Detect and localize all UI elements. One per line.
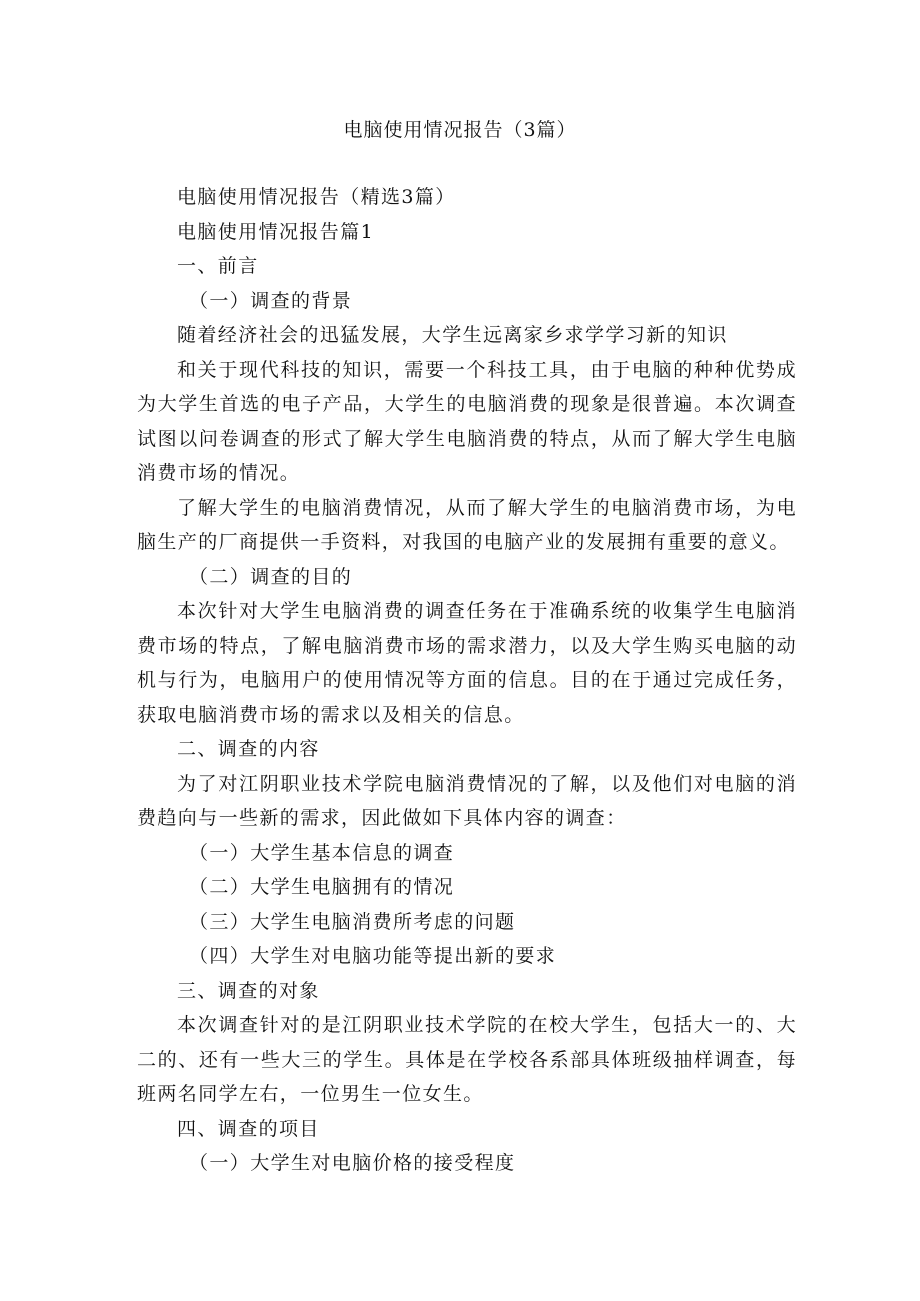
paragraph: 四、调查的项目 (177, 1117, 320, 1140)
paragraph: 电脑使用情况报告（精选3篇） (177, 186, 456, 208)
paragraph: 本次调查针对的是江阴职业技术学院的在校大学生，包括大一的、大二的、还有一些大三的学生。具体是在学校各系部具体班级抽样调查，每班两名同学左右，一位男生一位女生。 (137, 1014, 797, 1105)
document-title: 电脑使用情况报告（3篇） (343, 119, 577, 141)
paragraph: 随着经济社会的迅猛发展，大学生远离家乡求学学习新的知识 (177, 324, 728, 346)
paragraph: 一、前言 (177, 255, 259, 277)
document-body (137, 180, 797, 1181)
paragraph: （一）大学生对电脑价格的接受程度 (189, 1152, 516, 1174)
paragraph: （二）大学生电脑拥有的情况 (189, 876, 455, 898)
paragraph: （二）调查的目的 (189, 565, 353, 588)
paragraph: 为了对江阴职业技术学院电脑消费情况的了解，以及他们对电脑的消费趋向与一些新的需求，因此做如下具体内容的调查： (137, 772, 797, 829)
paragraph: 本次针对大学生电脑消费的调查任务在于准确系统的收集学生电脑消费市场的特点，了解电脑消费市场的需求潜力，以及大学生购买电脑的动机与行为，电脑用户的使用情况等方面的信息。目的在于通过完成任务，获取电脑消费市场的需求以及相关的信息。 (137, 600, 797, 726)
paragraph: （四）大学生对电脑功能等提出新的要求 (189, 945, 557, 967)
paragraph: （一）大学生基本信息的调查 (189, 841, 455, 864)
paragraph: （一）调查的背景 (189, 289, 353, 312)
paragraph: 二、调查的内容 (177, 738, 320, 760)
paragraph: 了解大学生的电脑消费情况，从而了解大学生的电脑消费市场，为电脑生产的厂商提供一手资料，对我国的电脑产业的发展拥有重要的意义。 (137, 496, 797, 553)
paragraph: （三）大学生电脑消费所考虑的问题 (189, 910, 516, 933)
paragraph: 三、调查的对象 (177, 979, 320, 1002)
paragraph: 电脑使用情况报告篇1 (177, 220, 375, 243)
paragraph: 和关于现代科技的知识，需要一个科技工具，由于电脑的种种优势成为大学生首选的电子产品，大学生的电脑消费的现象是很普遍。本次调查试图以问卷调查的形式了解大学生电脑消费的特点，从而了解大学生电脑消费市场的情况。 (137, 358, 797, 484)
